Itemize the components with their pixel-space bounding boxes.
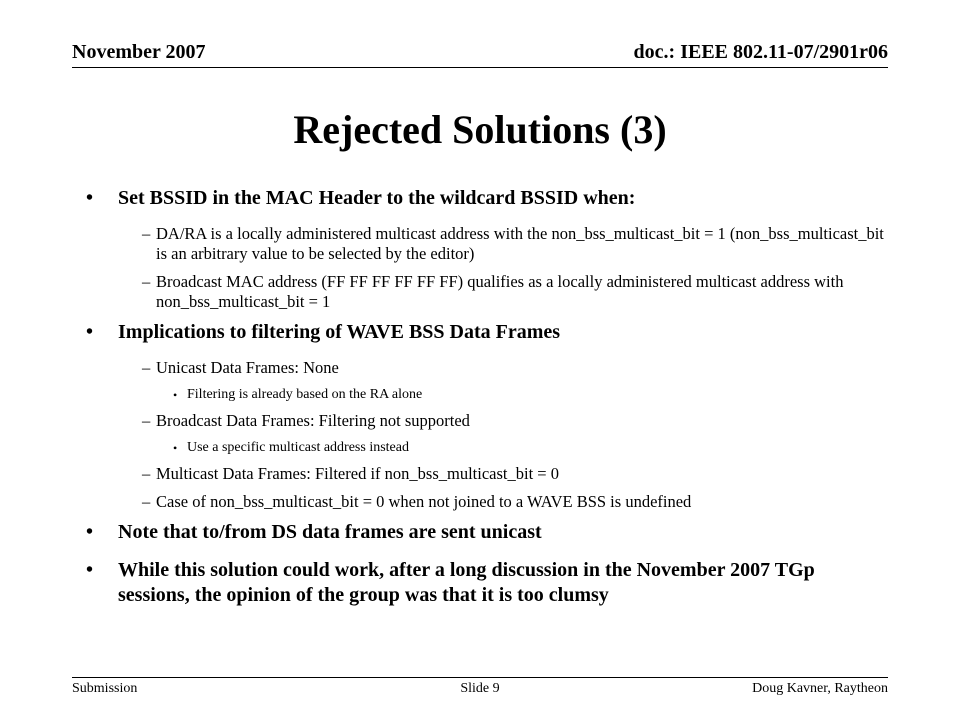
sub-bullet-1-2-text: Broadcast MAC address (FF FF FF FF FF FF) qualifies as a locally administered multicast address with non_bss_multicast_bit = 1 [156,272,844,311]
bullet-marker: • [86,321,94,343]
sub-bullet-1-1 [72,224,888,264]
sub-bullet-2-4-text: Case of non_bss_multicast_bit = 0 when not joined to a WAVE BSS is undefined [156,492,692,511]
sub-sub-bullet-2-2-1-text: Use a specific multicast address instead [187,440,409,455]
slide-title: Rejected Solutions (3) [293,107,667,152]
sub-bullet-2-4 [72,492,888,512]
footer-rule [72,677,888,678]
bullet-marker: • [86,187,94,209]
footer-slide-number: Slide 9 [460,681,500,696]
bullet-marker: • [86,521,94,543]
dash-marker: – [142,411,151,430]
footer-submission: Submission [72,681,138,696]
bullet-3-text: Note that to/from DS data frames are sent unicast [118,521,542,543]
dash-marker: – [142,358,151,377]
bullet-3 [72,520,888,545]
sub-bullet-2-1 [72,358,888,378]
bullet-marker: • [173,441,178,455]
bullet-2-text: Implications to filtering of WAVE BSS Data Frames [118,321,561,343]
bullet-1 [72,186,888,211]
header-rule [72,67,888,68]
bullet-marker: • [173,388,178,402]
footer-author: Doug Kavner, Raytheon [752,681,888,696]
bullet-marker: • [86,559,94,581]
sub-bullet-2-2 [72,411,888,431]
slide-content [72,186,888,621]
sub-bullet-1-1-text: DA/RA is a locally administered multicast address with the non_bss_multicast_bit = 1 (non_bss_multicast_bit is an arbitrary value to be selected by the editor) [156,224,884,263]
bullet-4 [72,558,888,608]
header-date: November 2007 [72,41,206,63]
dash-marker: – [142,464,151,483]
sub-bullet-1-2 [72,272,888,312]
header-doc-id: doc.: IEEE 802.11-07/2901r06 [633,41,888,63]
sub-bullet-2-1-text: Unicast Data Frames: None [156,358,339,377]
sub-bullet-2-2-text: Broadcast Data Frames: Filtering not supported [156,411,470,430]
dash-marker: – [142,224,151,243]
bullet-1-text: Set BSSID in the MAC Header to the wildcard BSSID when: [118,187,636,209]
sub-sub-bullet-2-1-1 [72,386,888,404]
sub-sub-bullet-2-2-1 [72,439,888,457]
bullet-2 [72,320,888,345]
sub-bullet-2-3 [72,464,888,484]
dash-marker: – [142,492,151,511]
sub-sub-bullet-2-1-1-text: Filtering is already based on the RA alone [187,387,423,402]
sub-bullet-2-3-text: Multicast Data Frames: Filtered if non_bss_multicast_bit = 0 [156,464,559,483]
dash-marker: – [142,272,151,291]
bullet-4-text: While this solution could work, after a long discussion in the November 2007 TGp sessions, the opinion of the group was that it is too clumsy [118,559,815,606]
